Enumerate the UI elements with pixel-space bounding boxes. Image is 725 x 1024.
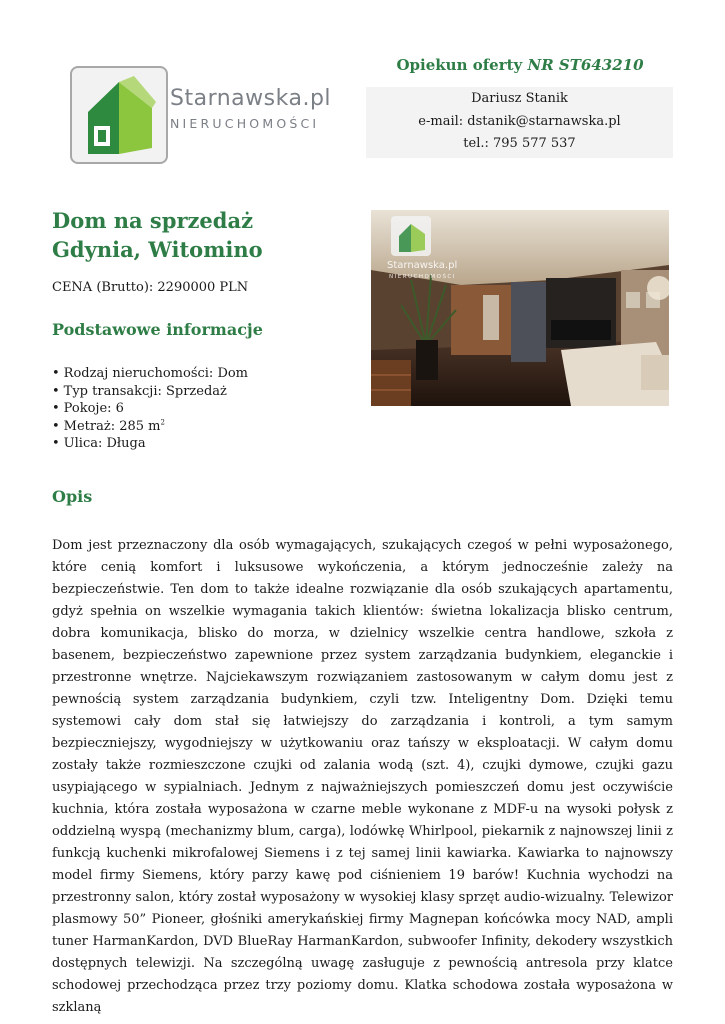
- info-item-area: • Metraż: 285 $m^2$: [52, 418, 248, 436]
- logo-house-icon: [70, 66, 168, 164]
- info-item-rooms: • Pokoje: 6: [52, 400, 248, 418]
- agent-title-prefix: Opiekun oferty: [396, 56, 523, 74]
- offer-number: NR ST643210: [527, 56, 644, 74]
- info-item-street: • Ulica: Długa: [52, 435, 248, 453]
- description-text: Dom jest przeznaczony dla osób wymagających, szukających czegoś w pełni wyposażonego, które cenią komfort i luksusowe wykończenia, a którym jednocześnie zależy na bezpieczeństwie. Ten dom to także idealne rozwiązanie dla osób szukających apartamentu, gdyż spełnia on wszelkie wymagania takich klientów: świetna lokalizacja blisko centrum, dobra komunikacja, blisko do morza, w dzielnicy wszelkie centra handlowe, szkoła z basenem, bezpieczeństwo zapewnione przez system zarządzania budynkiem, eleganckie i przestronne wnętrze. Najciekawszym rozwiązaniem zastosowanym w całym domu jest z pewnością system zarządzania budynkiem, czyli tzw. Inteligentny Dom. Dzięki temu systemowi cały dom stał się łatwiejszy do zarządzania i kontroli, a tym samym bezpieczniejszy, wygodniejszy w użytkowaniu oraz tańszy w eksploatacji. W całym domu zostały także rozmieszczone czujki od zalania wodą (szt. 4), czujki dymowe, czujki gazu usypiającego w sypialniach. Jednym z najważniejszych pomieszczeń domu jest oczywiście kuchnia, która została wyposażona w czarne meble wykonane z MDF-u na wysoki połysk z oddzielną wyspą (mechanizmy blum, carga), lodówkę Whirlpool, piekarnik z najnowszej linii z funkcją kuchenki mikrofalowej Siemens i z tej samej linii kawiarka. Kawiarka to najnowszy model firmy Siemens, który parzy kawę pod ciśnieniem 19 barów! Kuchnia wychodzi na przestronny salon, który został wyposażony w wysokiej klasy sprzęt audio-wizualny. Telewizor plasmowy 50” Pioneer, głośniki amerykańskiej firmy Magnepan końcówka mocy NAD, ampli tuner HarmanKardon, DVD BlueRay HarmanKardon, subwoofer Infinity, dekodery wszystkich dostępnych telewizji. Na szczególną uwagę zasługuje z pewnością antresola przy klatce schodowej przechodząca przez trzy poziomy domu. Klatka schodowa została wyposażona w szklaną: [52, 538, 673, 1015]
- company-logo: [70, 66, 340, 162]
- basic-info-heading: Podstawowe informacje: [52, 320, 263, 339]
- agent-phone[interactable]: tel.: 795 577 537: [463, 136, 576, 151]
- agent-name: Dariusz Stanik: [471, 91, 568, 106]
- listing-title: [52, 206, 352, 264]
- agent-email[interactable]: e-mail: dstanik@starnawska.pl: [418, 113, 621, 129]
- area-unit-superscript: 2: [160, 418, 165, 427]
- listing-price: CENA (Brutto): 2290000 PLN: [52, 280, 249, 295]
- logo-name: Starnawska.pl: [170, 86, 332, 111]
- property-photo: [371, 210, 669, 406]
- photo-watermark-sub: NIERUCHOMOŚCI: [389, 274, 456, 280]
- logo-subtitle: NIERUCHOMOŚCI: [170, 116, 320, 131]
- info-item-property-type: • Rodzaj nieruchomości: Dom: [52, 365, 248, 383]
- info-item-transaction-type: • Typ transakcji: Sprzedaż: [52, 383, 248, 401]
- agent-contact-box: [366, 87, 673, 158]
- agent-title: [368, 56, 672, 74]
- basic-info-list: [52, 365, 248, 453]
- listing-title-line1: Dom na sprzedaż: [52, 208, 254, 233]
- description-heading: Opis: [52, 487, 93, 506]
- photo-watermark-name: Starnawska.pl: [387, 260, 458, 271]
- listing-title-line2: Gdynia, Witomino: [52, 237, 263, 262]
